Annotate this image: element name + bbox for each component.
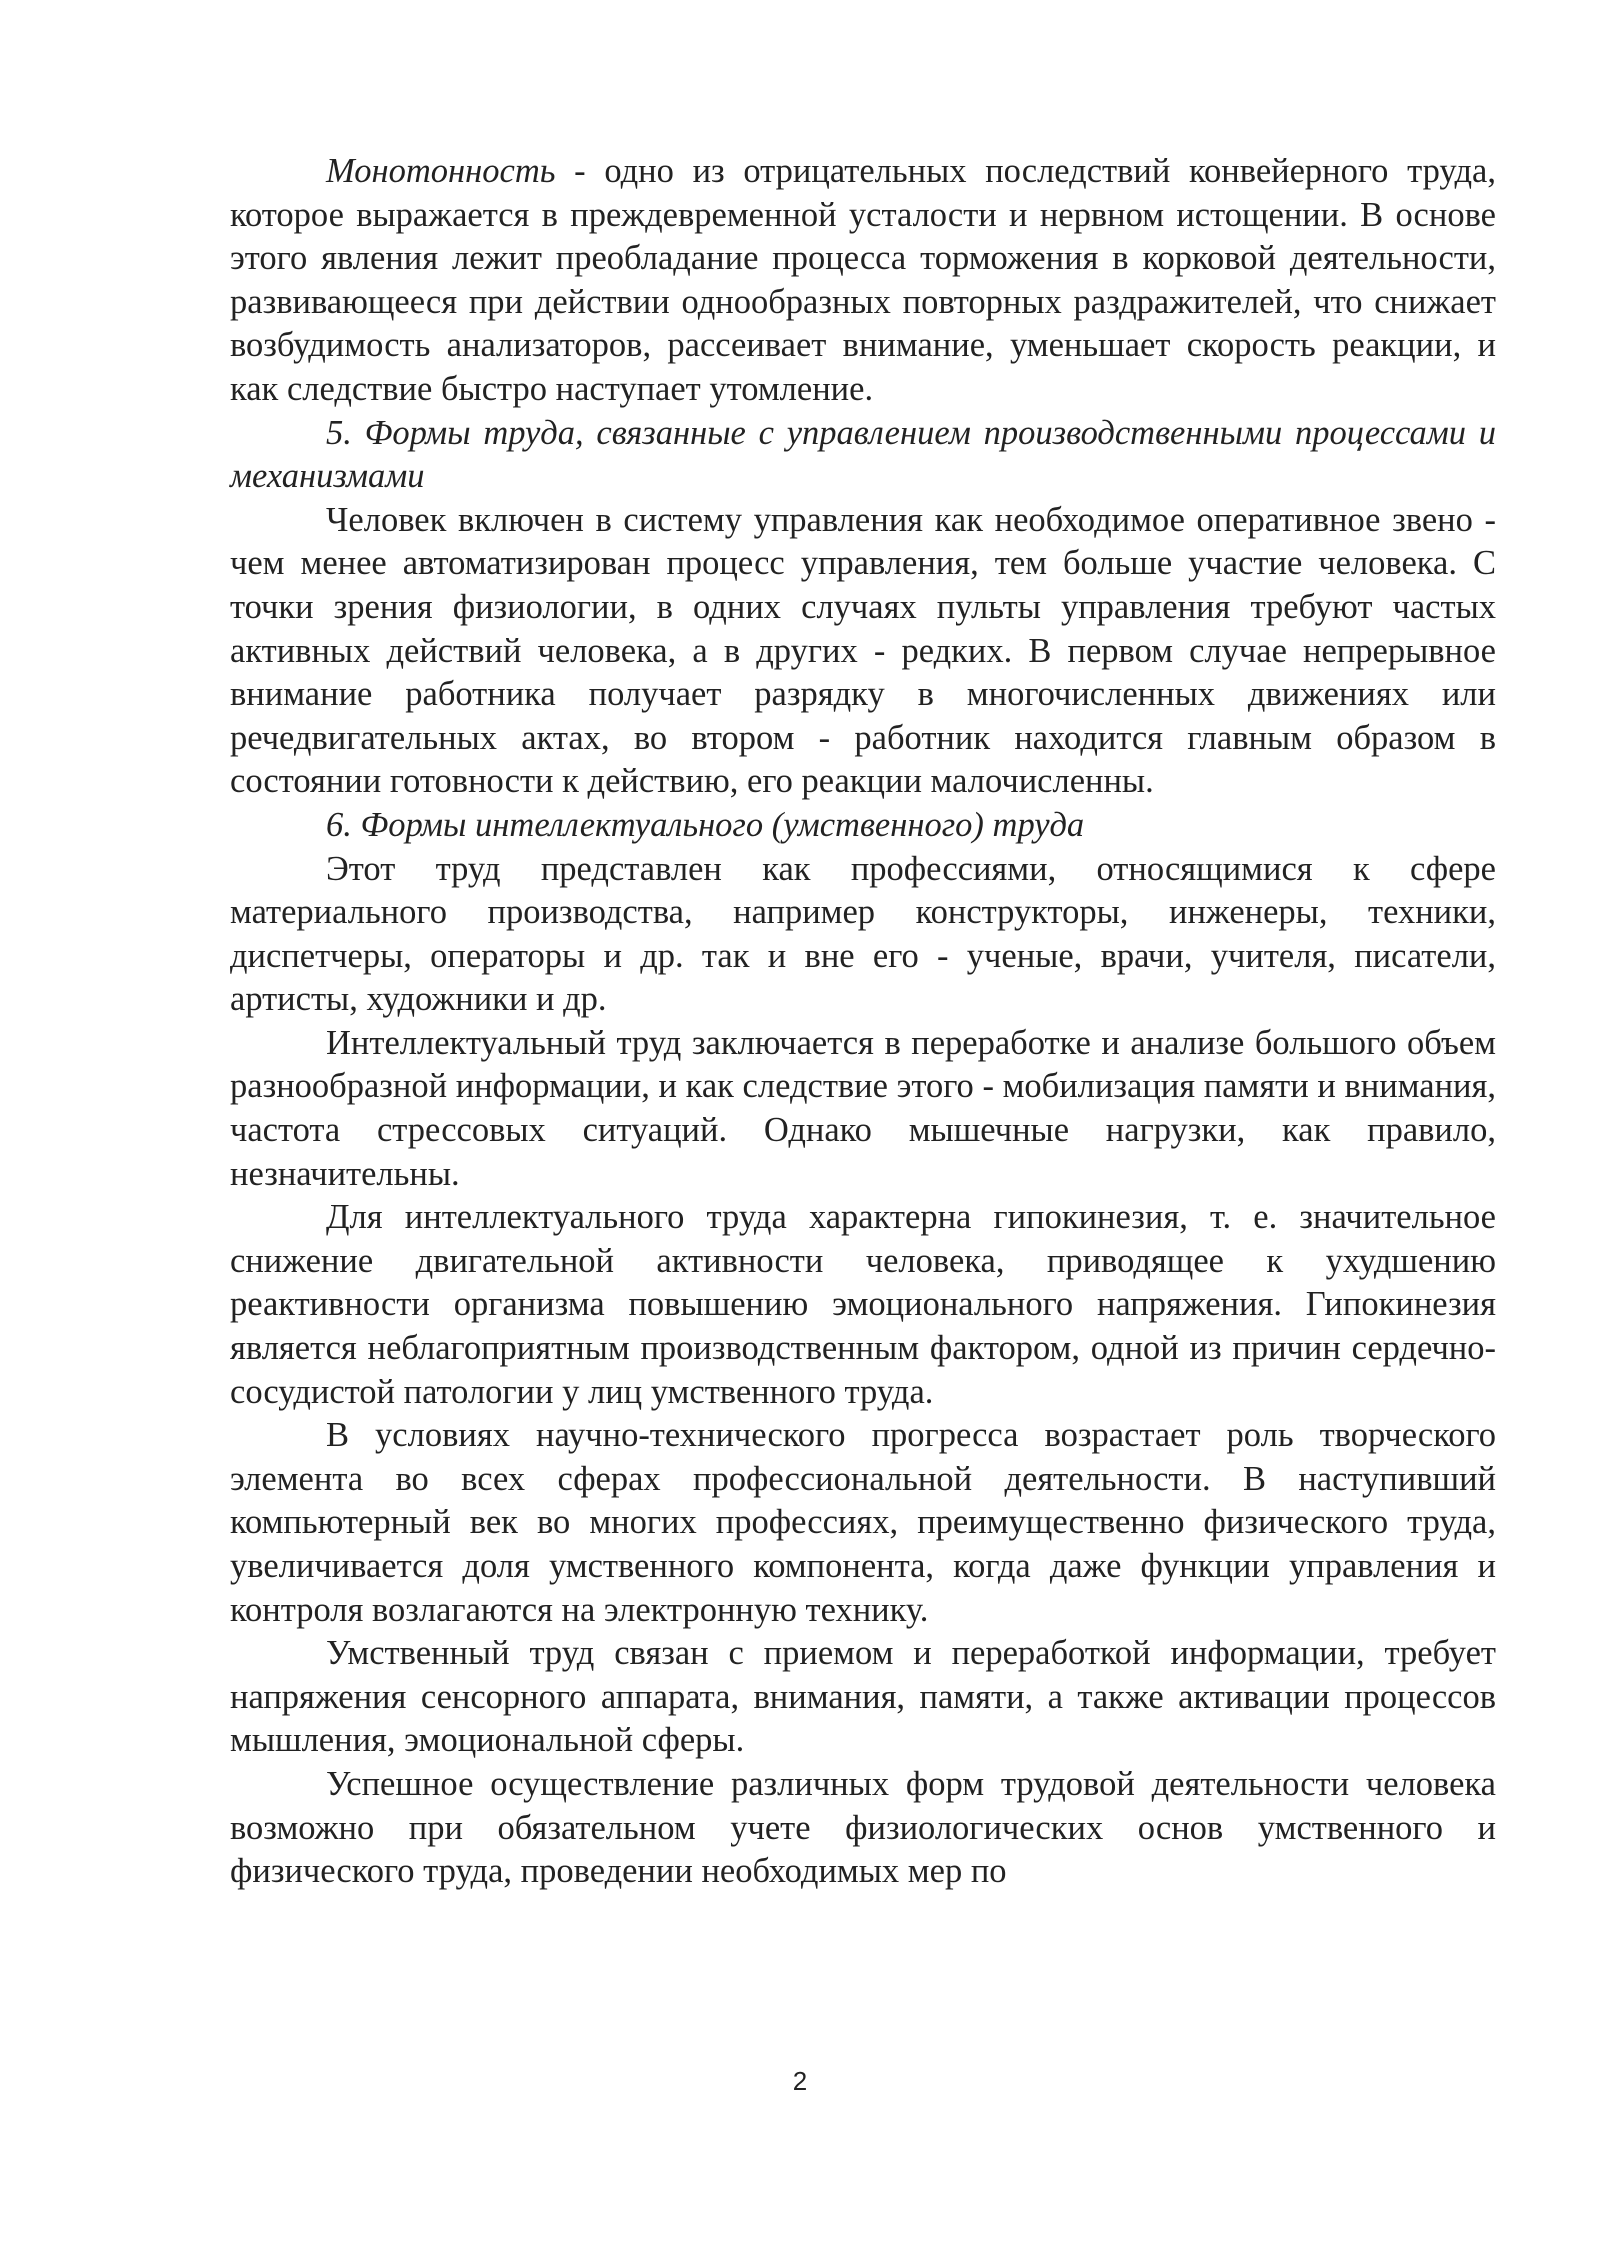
paragraph-monotony: [230, 150, 1496, 412]
paragraph-mental-work: Умственный труд связан с приемом и переработкой информации, требует напряжения сенсорного аппарата, внимания, памяти, а также активации процессов мышления, эмоциональной сферы.: [230, 1634, 1496, 1760]
paragraph-monotony-text: - одно из отрицательных последствий конвейерного труда, которое выражается в преждевременной усталости и нервном истощении. В основе этого явления лежит преобладание процесса торможения в корковой деятельности, развивающееся при действии однообразных повторных раздражителей, что снижает возбудимость анализаторов, рассеивает внимание, уменьшает скорость реакции, и как следствие быстро наступает утомление.: [230, 152, 1496, 408]
section-heading-6: 6. Формы интеллектуального (умственного) труда: [326, 805, 1085, 844]
paragraph-successful-work: Успешное осуществление различных форм трудовой деятельности человека возможно при обязательном учете физиологических основ умственного и физического труда, проведении необходимых мер по: [230, 1764, 1496, 1891]
term-monotony: Монотонность: [326, 152, 556, 190]
paragraph-hypokinesia: Для интеллектуального труда характерна гипокинезия, т. е. значительное снижение двигательной активности человека, приводящее к ухудшению реактивности организма повышению эмоционального напряжения. Гипокинезия является неблагоприятным производственным фактором, одной из причин сердечно-сосудистой патологии у лиц умственного труда.: [230, 1198, 1496, 1411]
paragraph-intellectual-work: Интеллектуальный труд заключается в переработке и анализе большого объем разнообразной информации, и как следствие этого - мобилизация памяти и внимания, частота стрессовых ситуаций. Однако мышечные нагрузки, как правило, незначительны.: [230, 1023, 1496, 1193]
document-body: [230, 150, 1496, 1894]
paragraph-professions: Этот труд представлен как профессиями, относящимися к сфере материального производства, например конструкторы, инженеры, техники, диспетчеры, операторы и др. так и вне его - ученые, врачи, учителя, писатели, артисты, художники и др.: [230, 849, 1496, 1019]
paragraph-technical-progress: В условиях научно-технического прогресса возрастает роль творческого элемента во всех сферах профессиональной деятельности. В наступивший компьютерный век во многих профессиях, преимущественно физического труда, увеличивается доля умственного компонента, когда даже функции управления и контроля возлагаются на электронную технику.: [230, 1416, 1496, 1629]
page-number: 2: [792, 2066, 808, 2096]
paragraph-control-systems: Человек включен в систему управления как необходимое оперативное звено - чем менее автоматизирован процесс управления, тем больше участие человека. С точки зрения физиологии, в одних случаях пульты управления требуют частых активных действий человека, а в других - редких. В первом случае непрерывное внимание работника получает разрядку в многочисленных движениях или речедвигательных актах, во втором - работник находится главным образом в состоянии готовности к действию, его реакции малочисленны.: [230, 500, 1496, 801]
section-heading-5: 5. Формы труда, связанные с управлением производственными процессами и механизмами: [230, 413, 1496, 496]
